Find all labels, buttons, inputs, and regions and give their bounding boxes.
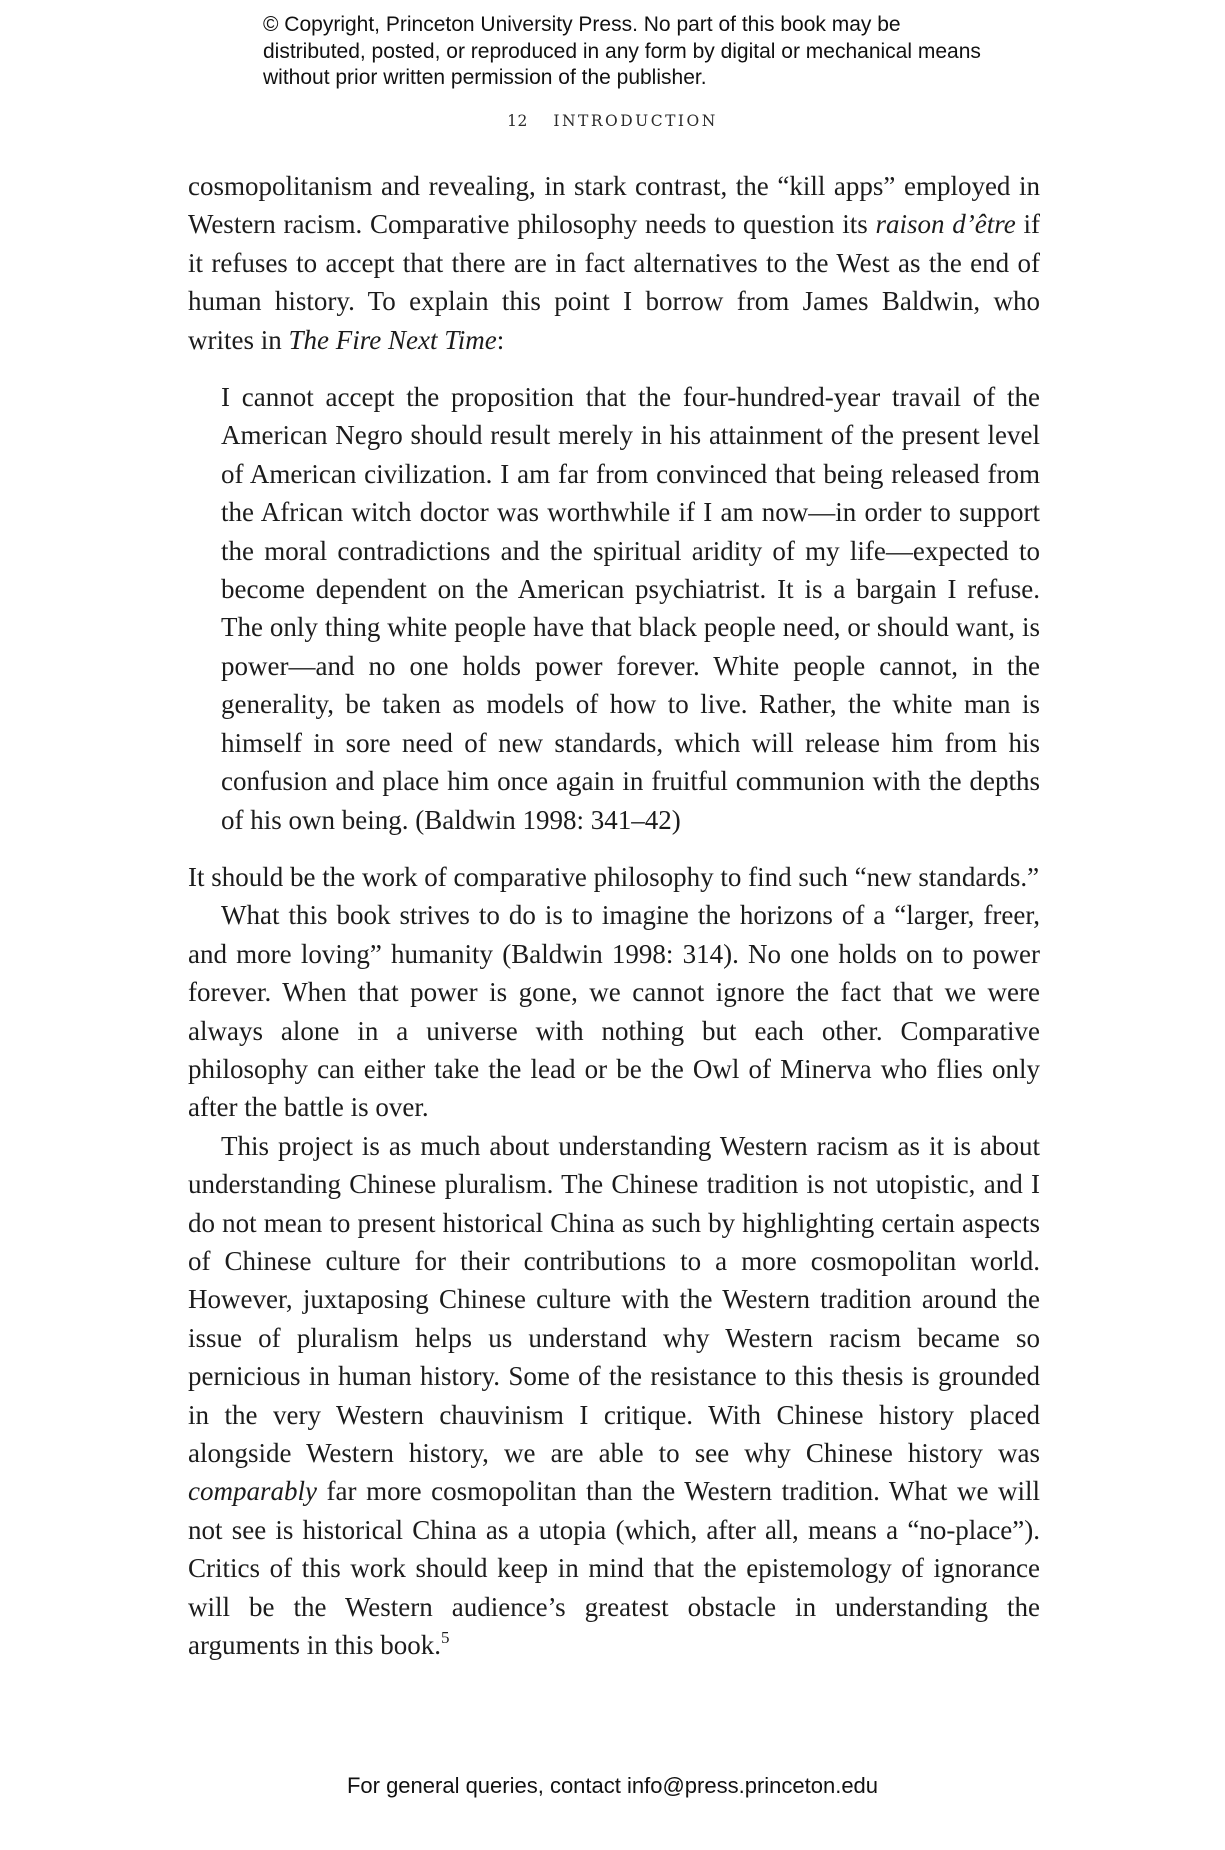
page-number: 12 — [507, 112, 528, 130]
block-quote: I cannot accept the proposition that the four-hundred-year travail of the American Negro should result merely in his attainment of the present level of American civilization. I am far from convinced that being released from the African witch doctor was worthwhile if I am now—in order to support the moral contradictions and the spiritual aridity of my life—expected to become dependent on the American psychiatrist. It is a bargain I refuse. The only thing white people have that black people need, or should want, is power—and no one holds power forever. White people cannot, in the generality, be taken as models of how to live. Rather, the white man is himself in sore need of new standards, which will release him from his confusion and place him once again in fruitful communion with the depths of his own being. (Baldwin 1998: 341–42) — [221, 382, 1040, 835]
paragraph-4 — [188, 1127, 1040, 1665]
copyright-notice: © Copyright, Princeton University Press. No part of this book may be distributed, posted, or reproduced in any form by digital or mechanical means without prior written permission of the publisher. — [263, 13, 981, 89]
book-title-italic: The Fire Next Time — [288, 324, 497, 355]
body-text — [188, 167, 1040, 1664]
paragraph-1 — [188, 167, 1040, 359]
section-title: INTRODUCTION — [553, 112, 718, 130]
running-head — [0, 112, 1225, 130]
paragraph-4-part-1: This project is as much about understanding Western racism as it is about understanding Chinese pluralism. The Chinese tradition is not utopistic, and I do not mean to present historical China as such by highlighting certain aspects of Chinese culture for their contributions to a more cosmopolitan world. However, juxtaposing Chinese culture with the Western tradition around the issue of pluralism helps us understand why Western racism became so pernicious in human history. Some of the resistance to this thesis is grounded in the very Western chauvinism I critique. With Chinese history placed alongside Western history, we are able to see why Chinese history was — [188, 1130, 1040, 1468]
paragraph-1-part-1: cosmopolitanism and revealing, in stark contrast, the “kill apps” employed in Western racism. Comparative philosophy needs to question its — [188, 171, 1040, 240]
footer-contact: For general queries, contact info@press.princeton.edu — [346, 1773, 879, 1798]
footnote-reference: 5 — [441, 1628, 450, 1648]
paragraph-1-part-3: : — [496, 324, 505, 355]
paragraph-3: What this book strives to do is to imagine the horizons of a “larger, freer, and more loving” humanity (Baldwin 1998: 314). No one holds on to power forever. When that power is gone, we cannot ignore the fact that we were always alone in a universe with nothing but each other. Comparative philosophy can either take the lead or be the Owl of Minerva who flies only after the battle is over. — [188, 900, 1040, 1123]
paragraph-2: It should be the work of comparative philosophy to find such “new standards.” — [188, 861, 1040, 892]
paragraph-1-part-2: if it refuses to accept that there are in fact alternatives to the West as the end of human history. To explain this point I borrow from James Baldwin, who writes in — [188, 209, 1040, 355]
paragraph-4-part-2: far more cosmopolitan than the Western tradition. What we will not see is historical China as a utopia (which, after all, means a “no-place”). Critics of this work should keep in mind that the epistemology of ignorance will be the Western audience’s greatest obstacle in understanding the arguments in this book. — [188, 1476, 1040, 1661]
raison-detre-italic: raison d’être — [875, 209, 1016, 240]
comparably-italic: comparably — [188, 1476, 317, 1507]
